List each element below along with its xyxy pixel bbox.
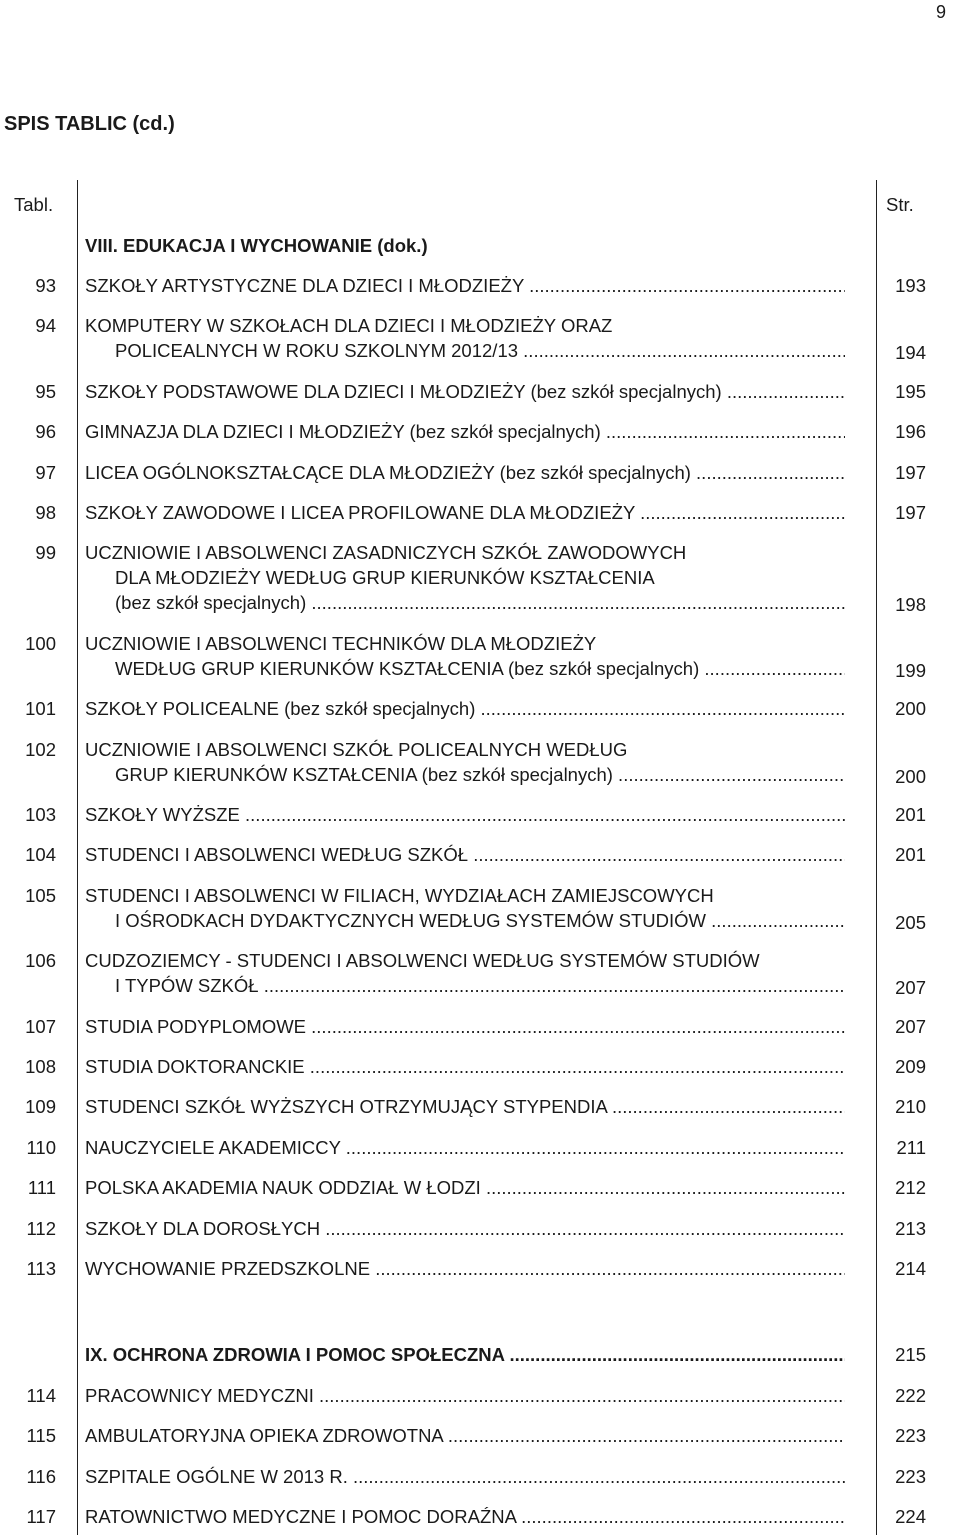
toc-title [85,1383,845,1408]
toc-number: 112 [26,1217,56,1239]
toc-title-line: I TYPÓW SZKÓŁ ..... [85,973,845,998]
toc-title-line: GRUP KIERUNKÓW KSZTAŁCENIA (bez szkół specjalnych) ..... [85,762,845,787]
right-rule [876,180,877,1535]
toc-page: 197 [895,461,926,483]
toc-title [85,313,845,363]
toc-number: 99 [35,542,56,564]
toc-page: 196 [895,421,926,443]
toc-title-line: DLA MŁODZIEŻY WEDŁUG GRUP KIERUNKÓW KSZTAŁCENIA [115,567,655,589]
column-header-tabl: Tabl. [14,194,54,215]
toc-title-line: SZPITALE OGÓLNE W 2013 R. ..... [85,1464,845,1489]
toc-page: 201 [895,844,926,866]
toc-number: 98 [35,502,56,523]
toc-page: 199 [895,659,926,681]
toc-title [85,500,845,525]
toc-title [85,540,845,615]
toc-title-line: STUDENCI SZKÓŁ WYŻSZYCH OTRZYMUJĄCY STYPENDIA ..... [85,1094,845,1119]
toc-page: 207 [895,1015,926,1037]
toc-title-line: SZKOŁY PODSTAWOWE DLA DZIECI I MŁODZIEŻY (bez szkół specjalnych) ..... [85,379,845,404]
toc-title-line: SZKOŁY DLA DOROSŁYCH ..... [85,1216,845,1241]
toc-page: 201 [895,804,926,825]
toc-number: 114 [26,1385,56,1406]
toc-page: 212 [895,1177,926,1199]
toc-title [85,631,845,681]
toc-page: 207 [895,977,926,999]
toc-title-line: NAUCZYCIELE AKADEMICCY ..... [85,1135,845,1160]
toc-title [85,802,845,827]
toc-page: 211 [896,1136,926,1158]
toc-title [85,1423,845,1448]
toc-page: 222 [895,1385,926,1406]
toc-title-line: AMBULATORYJNA OPIEKA ZDROWOTNA ..... [85,1423,845,1448]
toc-page: 210 [895,1096,926,1118]
toc-title [85,379,845,404]
toc-title [85,1175,845,1200]
toc-page: 224 [895,1506,926,1528]
toc-title-line: STUDENCI I ABSOLWENCI W FILIACH, WYDZIAŁACH ZAMIEJSCOWYCH [85,884,714,906]
toc-title [85,460,845,485]
toc-title-line: I OŚRODKACH DYDAKTYCZNYCH WEDŁUG SYSTEMÓW STUDIÓW ..... [85,908,845,933]
toc-title-line: SZKOŁY POLICEALNE (bez szkół specjalnych) ..... [85,696,845,721]
toc-page: 209 [895,1056,926,1077]
toc-number: 108 [25,1056,56,1077]
toc-title [85,1464,845,1489]
toc-title-line: LICEA OGÓLNOKSZTAŁCĄCE DLA MŁODZIEŻY (bez szkół specjalnych) ..... [85,460,845,485]
toc-number: 96 [35,421,56,443]
toc-page: 197 [895,502,926,523]
toc-title [85,419,845,444]
toc-number: 104 [25,844,56,866]
toc-page: 215 [895,1344,926,1365]
toc-title [85,883,845,933]
toc-title-line: STUDIA PODYPLOMOWE ..... [85,1014,845,1039]
toc-page: 195 [895,380,926,402]
toc-title [85,1094,845,1119]
toc-title-line: POLSKA AKADEMIA NAUK ODDZIAŁ W ŁODZI ..... [85,1175,845,1200]
toc-page: 223 [895,1425,926,1447]
page-number: 9 [935,2,946,22]
toc-number: 113 [26,1258,56,1279]
toc-page: 193 [895,275,926,296]
toc-number: 94 [35,315,56,337]
toc-title-line: STUDIA DOKTORANCKIE ..... [85,1054,845,1079]
toc-number: 116 [26,1465,56,1487]
toc-title [85,1054,845,1079]
toc-title-line: KOMPUTERY W SZKOŁACH DLA DZIECI I MŁODZIEŻY ORAZ [85,315,613,337]
toc-title-line: (bez szkół specjalnych) ..... [85,590,845,615]
toc-number: 100 [25,632,56,654]
toc-title-line: CUDZOZIEMCY - STUDENCI I ABSOLWENCI WEDŁUG SYSTEMÓW STUDIÓW [85,950,760,972]
toc-page: 198 [895,594,926,616]
toc-page: 200 [895,698,926,720]
toc-number: 106 [25,950,56,972]
toc-title [85,696,845,721]
toc-title-line: GIMNAZJA DLA DZIECI I MŁODZIEŻY (bez szkół specjalnych) ..... [85,419,845,444]
toc-number: 101 [25,698,56,720]
toc-title [85,1135,845,1160]
toc-title-line: RATOWNICTWO MEDYCZNE I POMOC DORAŹNA ..... [85,1504,845,1529]
toc-number: 117 [26,1506,56,1528]
toc-title [85,1256,845,1281]
toc-number: 97 [35,461,56,483]
toc-title [85,1014,845,1039]
toc-page: 213 [895,1217,926,1239]
toc-title-line: UCZNIOWIE I ABSOLWENCI ZASADNICZYCH SZKÓŁ ZAWODOWYCH [85,542,687,564]
column-header-str: Str. [886,194,914,215]
toc-title-line: SZKOŁY ARTYSTYCZNE DLA DZIECI I MŁODZIEŻY ..... [85,273,845,298]
toc-page: 214 [895,1258,926,1279]
section-title-ochrona: IX. OCHRONA ZDROWIA I POMOC SPOŁECZNA ..... [85,1342,845,1367]
toc-page: 223 [895,1465,926,1487]
toc-number: 107 [25,1015,56,1037]
toc-title-line: SZKOŁY WYŻSZE ..... [85,802,845,827]
toc-title-line: UCZNIOWIE I ABSOLWENCI SZKÓŁ POLICEALNYCH WEDŁUG [85,738,628,760]
toc-number: 111 [27,1177,56,1199]
toc-title-line: STUDENCI I ABSOLWENCI WEDŁUG SZKÓŁ ..... [85,842,845,867]
toc-title-line: WEDŁUG GRUP KIERUNKÓW KSZTAŁCENIA (bez szkół specjalnych) ..... [85,656,845,681]
toc-title [85,948,845,998]
toc-number: 109 [25,1096,56,1118]
toc-title-line: SZKOŁY ZAWODOWE I LICEA PROFILOWANE DLA MŁODZIEŻY ..... [85,500,845,525]
toc-number: 110 [26,1136,56,1158]
section-title-edukacja: VIII. EDUKACJA I WYCHOWANIE (dok.) [85,235,428,256]
toc-page: 200 [895,765,926,787]
toc-title [85,273,845,298]
toc-title-line: PRACOWNICY MEDYCZNI ..... [85,1383,845,1408]
toc-number: 93 [35,275,56,296]
toc-title [85,1216,845,1241]
toc-number: 103 [25,804,56,825]
toc-page: 205 [895,911,926,933]
toc-title [85,842,845,867]
toc-title [85,737,845,787]
toc-number: 95 [35,380,56,402]
toc-title-line: POLICEALNYCH W ROKU SZKOLNYM 2012/13 ..... [85,338,845,363]
toc-number: 115 [26,1425,56,1447]
left-rule [77,180,78,1535]
toc-number: 105 [25,884,56,906]
page-heading: SPIS TABLIC (cd.) [4,113,175,135]
toc-title-line: WYCHOWANIE PRZEDSZKOLNE ..... [85,1256,845,1281]
toc-number: 102 [25,738,56,760]
toc-title-line: UCZNIOWIE I ABSOLWENCI TECHNIKÓW DLA MŁODZIEŻY [85,632,597,654]
toc-page: 194 [895,342,926,364]
toc-title [85,1504,845,1529]
